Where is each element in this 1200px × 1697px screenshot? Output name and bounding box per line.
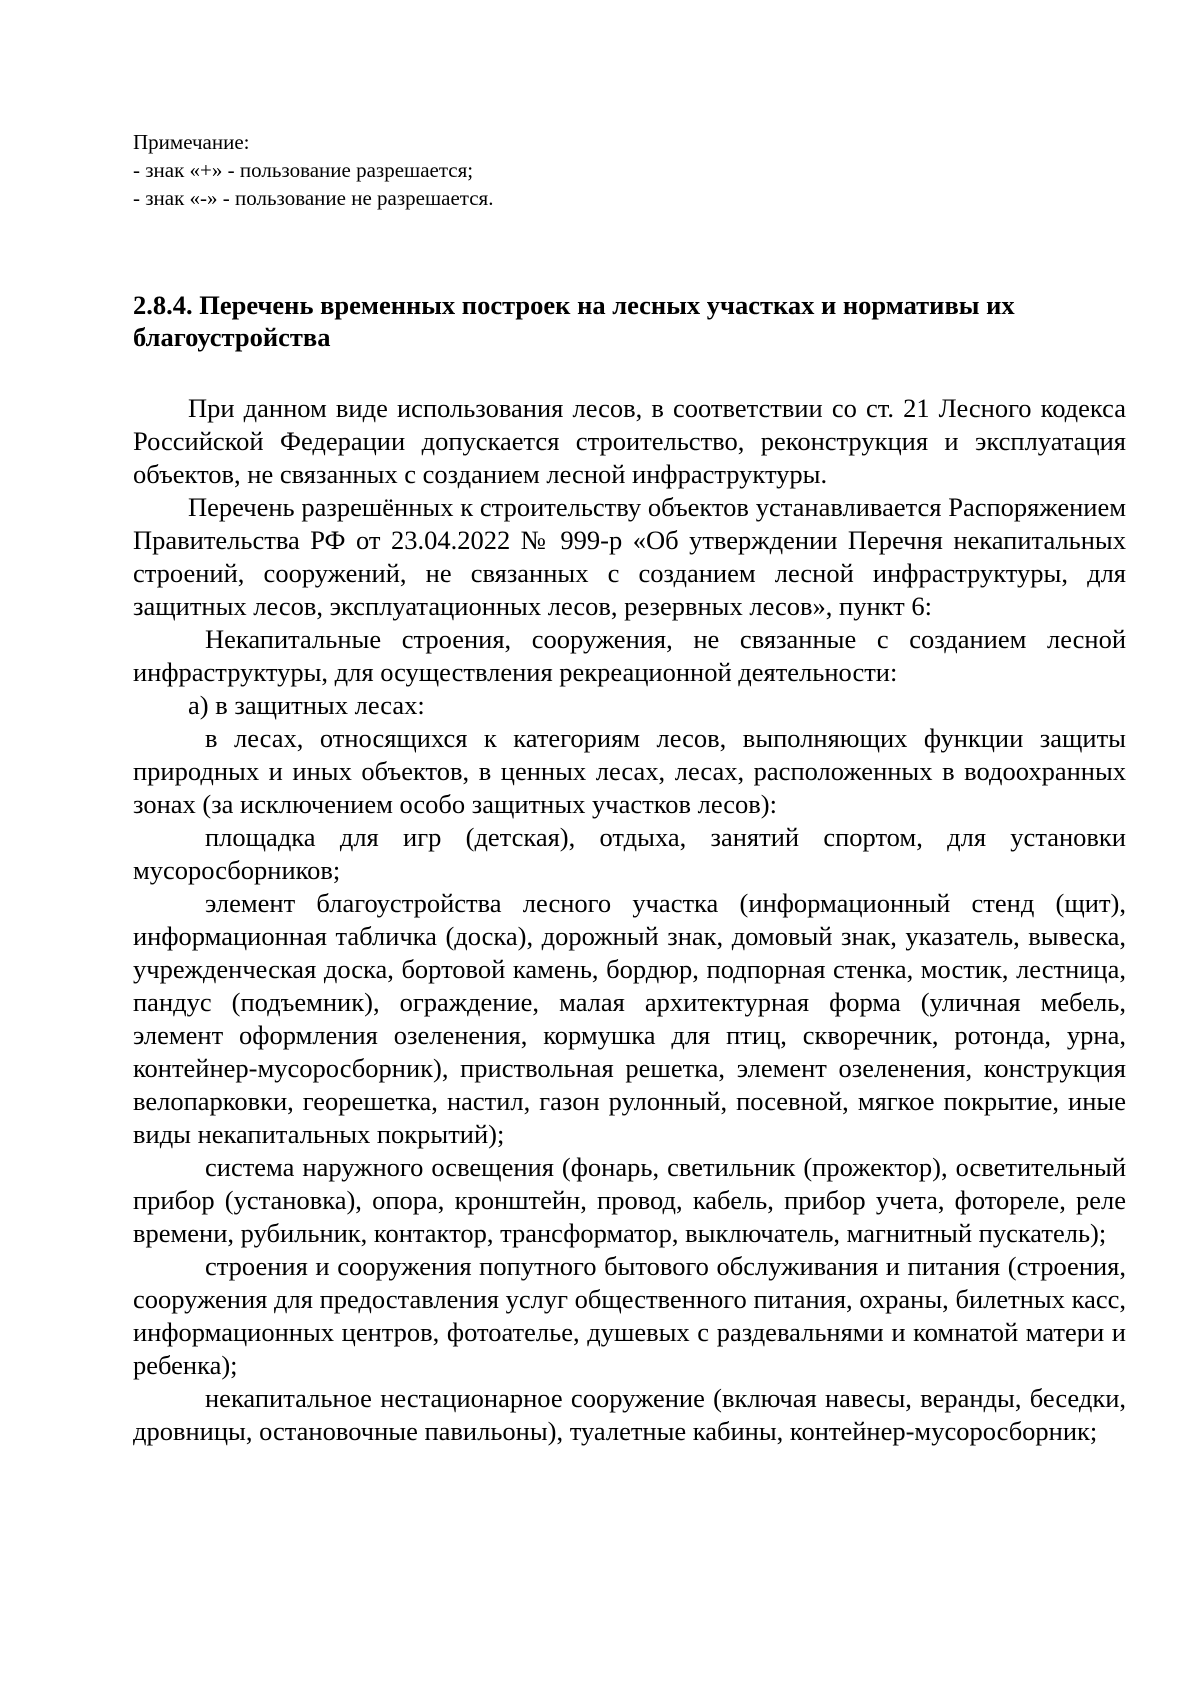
list-item: система наружного освещения (фонарь, светильник (прожектор), осветительный прибор (установка), опора, кронштейн, провод, кабель, прибор учета, фотореле, реле времени, рубильник, контактор, трансформатор, выключатель, магнитный пускатель); bbox=[133, 1152, 1126, 1248]
list-item: элемент благоустройства лесного участка (информационный стенд (щит), информационная табличка (доска), дорожный знак, домовый знак, указатель, вывеска, учрежденческая доска, бортовой камень, бордюр, подпорная стенка, мостик, лестница, пандус (подъемник), ограждение, малая архитектурная форма (уличная мебель, элемент оформления озеленения, кормушка для птиц, скворечник, ротонда, урна, контейнер-мусоросборник), приствольная решетка, элемент озеленения, конструкция велопарковки, георешетка, настил, газон рулонный, посевной, мягкое покрытие, иные виды некапитальных покрытий); bbox=[133, 888, 1126, 1149]
list-item: строения и сооружения попутного бытового обслуживания и питания (строения, сооружения для предоставления услуг общественного питания, охраны, билетных касс, информационных центров, фотоателье, душевых с раздевальнями и комнатой матери и ребенка); bbox=[133, 1251, 1126, 1380]
paragraph: Перечень разрешённых к строительству объектов устанавливается Распоряжением Правительства РФ от 23.04.2022 № 999-р «Об утверждении Перечня некапитальных строений, сооружений, не связанных с созданием лесной инфраструктуры, для защитных лесов, эксплуатационных лесов, резервных лесов», пункт 6: bbox=[133, 492, 1126, 621]
paragraph: в лесах, относящихся к категориям лесов, выполняющих функции защиты природных и иных объектов, в ценных лесах, лесах, расположенных в водоохранных зонах (за исключением особо защитных участков лесов): bbox=[133, 723, 1126, 819]
document-page bbox=[133, 128, 1126, 1448]
section-heading: 2.8.4. Перечень временных построек на лесных участках и нормативы их благоустройства bbox=[133, 290, 1015, 352]
paragraph: Некапитальные строения, сооружения, не связанные с созданием лесной инфраструктуры, для осуществления рекреационной деятельности: bbox=[133, 624, 1126, 687]
note-line-minus: - знак «-» - пользование не разрешается. bbox=[133, 186, 494, 210]
paragraph: При данном виде использования лесов, в соответствии со ст. 21 Лесного кодекса Российской Федерации допускается строительство, реконструкция и эксплуатация объектов, не связанных с созданием лесной инфраструктуры. bbox=[133, 393, 1126, 489]
list-item: некапитальное нестационарное сооружение (включая навесы, веранды, беседки, дровницы, остановочные павильоны), туалетные кабины, контейнер-мусоросборник; bbox=[133, 1383, 1126, 1446]
list-subheading: а) в защитных лесах: bbox=[188, 690, 425, 720]
note-title: Примечание: bbox=[133, 130, 250, 154]
note-line-plus: - знак «+» - пользование разрешается; bbox=[133, 158, 474, 182]
list-item: площадка для игр (детская), отдыха, занятий спортом, для установки мусоросборников; bbox=[133, 822, 1126, 885]
note-block bbox=[133, 128, 1126, 212]
section-body bbox=[133, 392, 1126, 1448]
